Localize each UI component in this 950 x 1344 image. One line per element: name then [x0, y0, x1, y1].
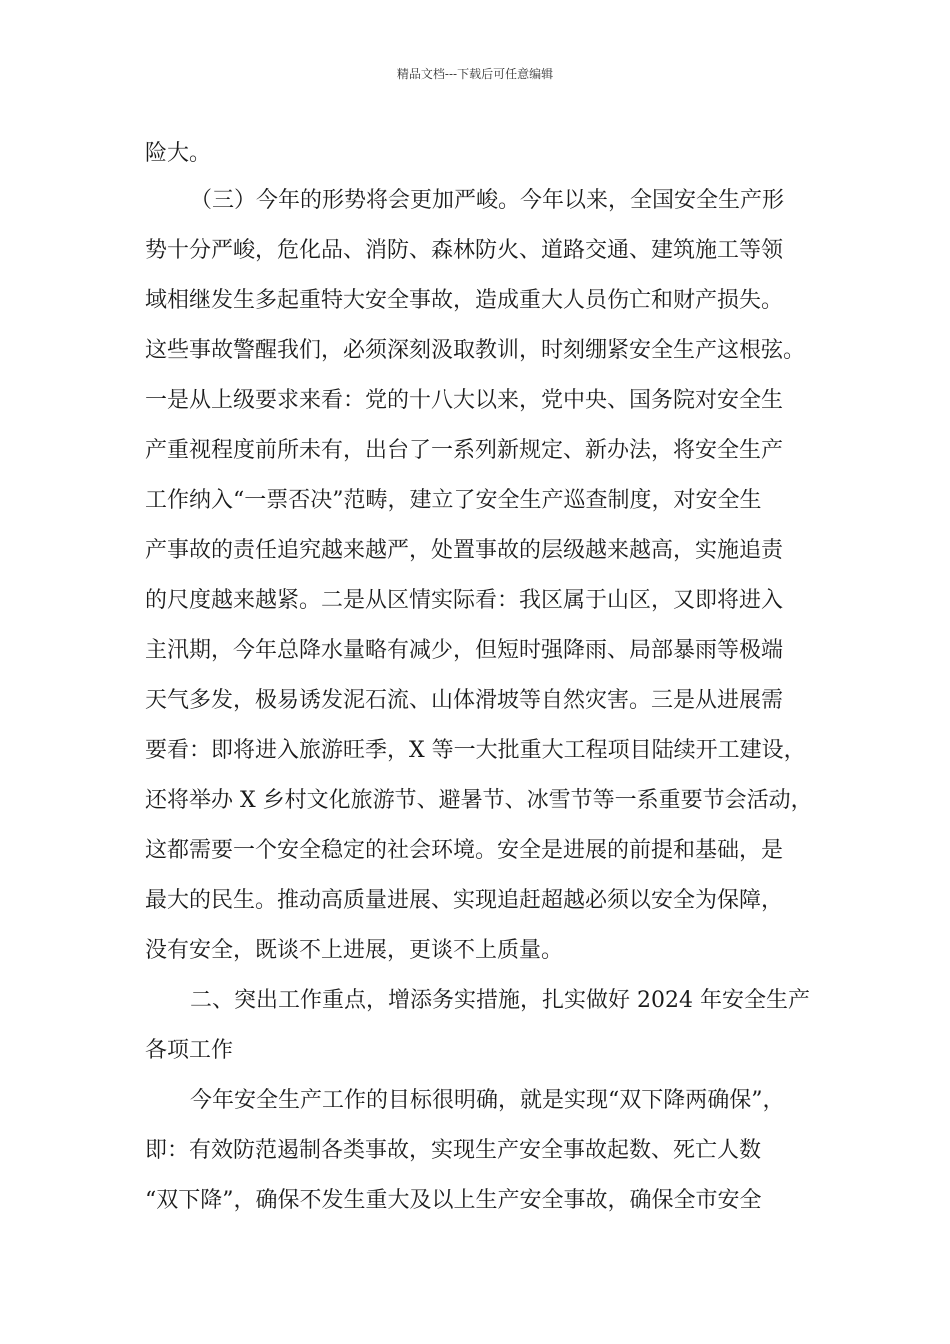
text-line: 主汛期，今年总降水量略有减少，但短时强降雨、局部暴雨等极端: [145, 638, 784, 663]
text-line: 产事故的责任追究越来越严，处置事故的层级越来越高，实施追责: [145, 538, 784, 563]
text-line: 域相继发生多起重特大安全事故，造成重大人员伤亡和财产损失。: [145, 288, 784, 313]
text-line: 即：有效防范遏制各类事故，实现生产安全事故起数、死亡人数: [145, 1138, 762, 1163]
text-line: 险大。: [145, 141, 212, 166]
text-line: 的尺度越来越紧。二是从区情实际看：我区属于山区，又即将进入: [145, 588, 784, 613]
text-line: 这都需要一个安全稳定的社会环境。安全是进展的前提和基础，是: [145, 838, 784, 863]
section-heading-line: 二、突出工作重点，增添务实措施，扎实做好 2024 年安全生产: [190, 988, 810, 1013]
text-line: 工作纳入“一票否决”范畴，建立了安全生产巡查制度，对安全生: [145, 488, 762, 513]
text-line: 今年安全生产工作的目标很明确，就是实现“双下降两确保”，: [190, 1088, 785, 1113]
text-line: 要看：即将进入旅游旺季，X 等一大批重大工程项目陆续开工建设，: [145, 738, 806, 763]
text-line: 一是从上级要求来看：党的十八大以来，党中央、国务院对安全生: [145, 388, 784, 413]
text-line: （三）今年的形势将会更加严峻。今年以来，全国安全生产形: [190, 188, 785, 213]
text-line: 没有安全，既谈不上进展，更谈不上质量。: [145, 938, 564, 963]
text-line: 最大的民生。推动高质量进展、实现追赶超越必须以安全为保障，: [145, 888, 784, 913]
text-line: 产重视程度前所未有，出台了一系列新规定、新办法，将安全生产: [145, 438, 784, 463]
text-line: 天气多发，极易诱发泥石流、山体滑坡等自然灾害。三是从进展需: [145, 688, 784, 713]
section-heading-line: 各项工作: [145, 1038, 234, 1063]
text-line: 还将举办 X 乡村文化旅游节、避暑节、冰雪节等一系重要节会活动，: [145, 788, 813, 813]
text-line: 势十分严峻，危化品、消防、森林防火、道路交通、建筑施工等领: [145, 238, 784, 263]
page-header: 精品文档---下载后可任意编辑: [396, 67, 554, 81]
text-line: 这些事故警醒我们，必须深刻汲取教训，时刻绷紧安全生产这根弦。: [145, 338, 806, 363]
text-line: “双下降”，确保不发生重大及以上生产安全事故，确保全市安全: [145, 1188, 762, 1213]
